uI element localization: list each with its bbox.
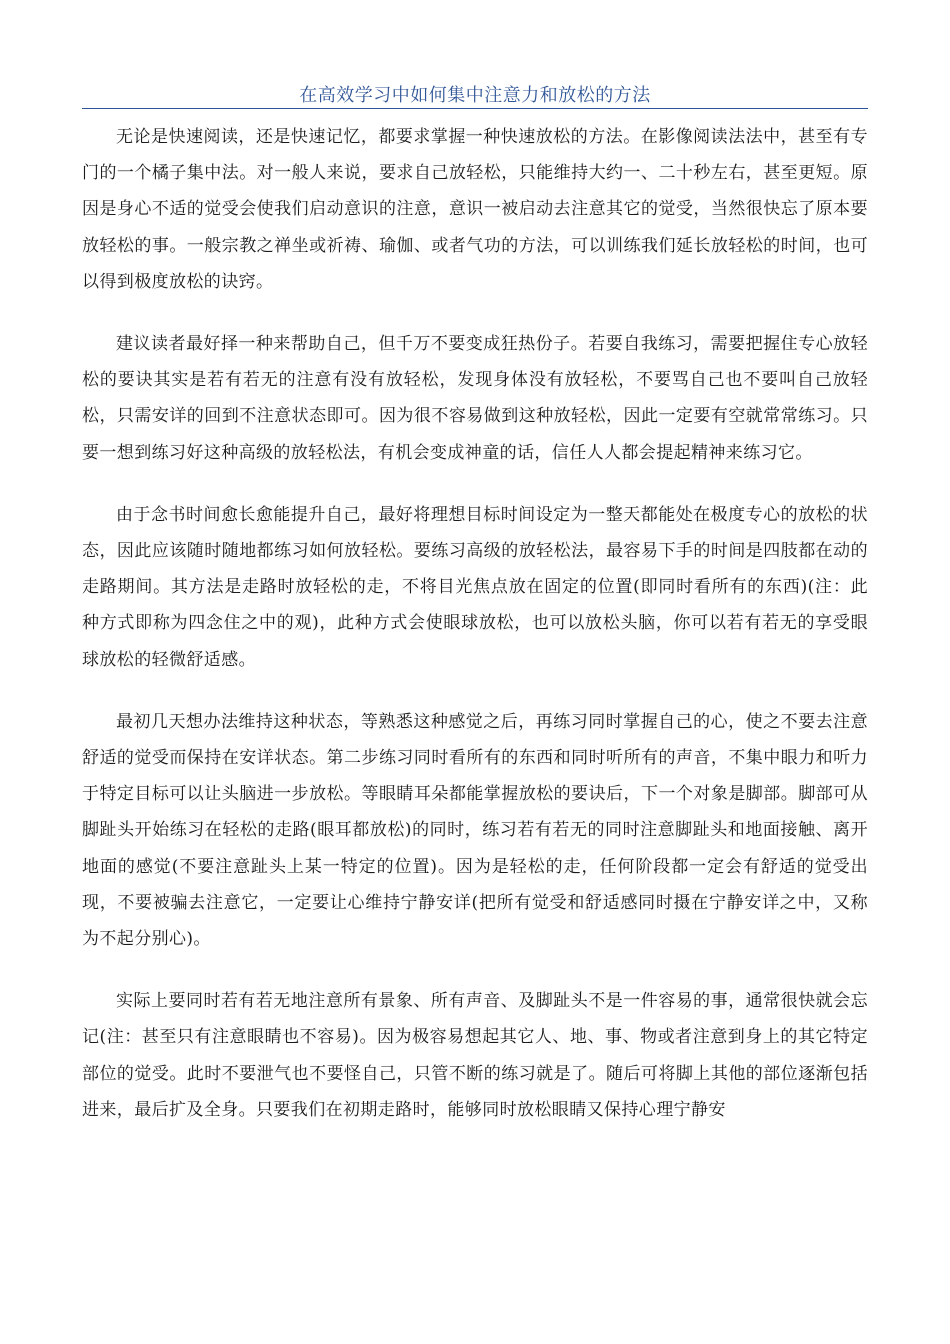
paragraph: 实际上要同时若有若无地注意所有景象、所有声音、及脚趾头不是一件容易的事，通常很快就会忘记(注：甚至只有注意眼睛也不容易)。因为极容易想起其它人、地、事、物或者注意到身上的其它特定部位的觉受。此时不要泄气也不要怪自己，只管不断的练习就是了。随后可将脚上其他的部位逐渐包括进来，最后扩及全身。只要我们在初期走路时，能够同时放松眼睛又保持心理宁静安 (82, 991, 868, 1120)
paragraph: 最初几天想办法维持这种状态，等熟悉这种感觉之后，再练习同时掌握自己的心，使之不要去注意舒适的觉受而保持在安详状态。第二步练习同时看所有的东西和同时听所有的声音，不集中眼力和听力于特定目标可以让头脑进一步放松。等眼睛耳朵都能掌握放松的要诀后，下一个对象是脚部。脚部可从脚趾头开始练习在轻松的走路(眼耳都放松)的同时，练习若有若无的同时注意脚趾头和地面接触、离开地面的感觉(不要注意趾头上某一特定的位置)。因为是轻松的走，任何阶段都一定会有舒适的觉受出现，不要被骗去注意它，一定要让心维持宁静安详(把所有觉受和舒适感同时摄在宁静安详之中，又称为不起分别心)。 (82, 711, 868, 950)
paragraph: 由于念书时间愈长愈能提升自己，最好将理想目标时间设定为一整天都能处在极度专心的放松的状态，因此应该随时随地都练习如何放轻松。要练习高级的放轻松法，最容易下手的时间是四肢都在动的走路期间。其方法是走路时放轻松的走，不将目光焦点放在固定的位置(即同时看所有的东西)(注：此种方式即称为四念住之中的观)，此种方式会使眼球放松，也可以放松头脑，你可以若有若无的享受眼球放松的轻微舒适感。 (82, 504, 868, 670)
paragraph: 无论是快速阅读，还是快速记忆，都要求掌握一种快速放松的方法。在影像阅读法法中，甚至有专门的一个橘子集中法。对一般人来说，要求自己放轻松，只能维持大约一、二十秒左右，甚至更短。原因是身心不适的觉受会使我们启动意识的注意，意识一被启动去注意其它的觉受，当然很快忘了原本要放轻松的事。一般宗教之禅坐或祈祷、瑜伽、或者气功的方法，可以训练我们延长放轻松的时间，也可以得到极度放松的诀窍。 (82, 127, 868, 292)
paragraph: 建议读者最好择一种来帮助自己，但千万不要变成狂热份子。若要自我练习，需要把握住专心放轻松的要诀其实是若有若无的注意有没有放轻松，发现身体没有放轻松，不要骂自己也不要叫自己放轻松，只需安详的回到不注意状态即可。因为很不容易做到这种放轻松，因此一定要有空就常常练习。只要一想到练习好这种高级的放轻松法，有机会变成神童的话，信任人人都会提起精神来练习它。 (82, 334, 868, 463)
page-header (82, 80, 868, 110)
header-divider (82, 108, 868, 109)
document-body (82, 119, 868, 1154)
header-title: 在高效学习中如何集中注意力和放松的方法 (299, 85, 651, 106)
